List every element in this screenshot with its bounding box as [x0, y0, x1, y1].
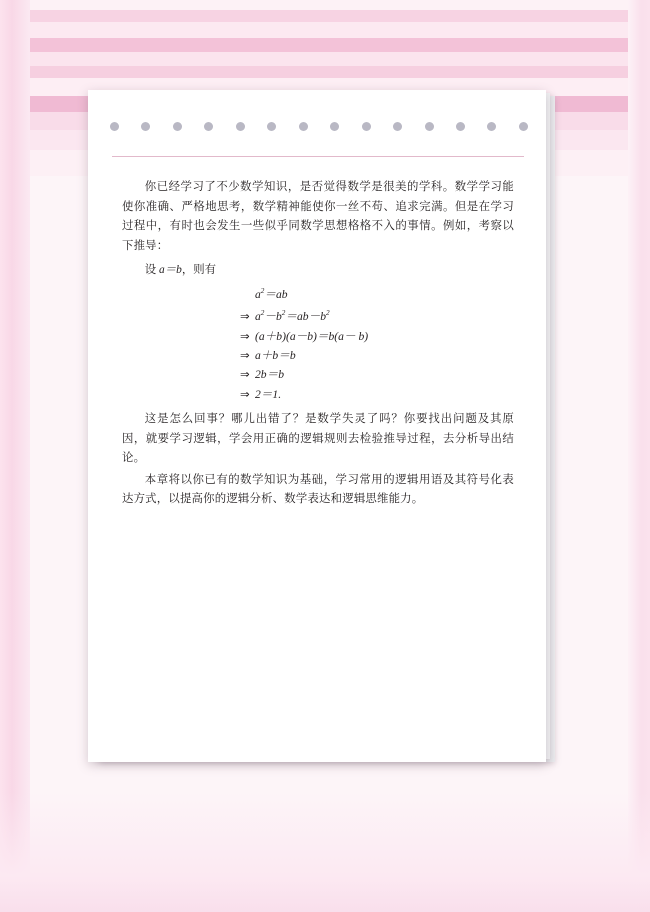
dot-icon [204, 122, 213, 131]
derivation-line [240, 365, 514, 384]
paragraph-chapter-overview: 本章将以你已有的数学知识为基础，学习常用的逻辑用语及其符号化表达方式，以提高你的逻辑分析、数学表达和逻辑思维能力。 [122, 473, 514, 506]
background-left-band [0, 0, 30, 912]
background-bottom-fade [0, 792, 650, 912]
derivation-expression: 2b＝b [255, 368, 284, 382]
set-line-prefix: 设 [144, 264, 160, 276]
dot-icon [173, 122, 182, 131]
dot-icon [110, 122, 119, 131]
derivation-line [240, 304, 514, 326]
dot-icon [487, 122, 496, 131]
derivation-arrow: ⇒ [240, 310, 250, 324]
dot-icon [393, 122, 402, 131]
derivation-arrow: ⇒ [240, 348, 250, 362]
dot-icon [299, 122, 308, 131]
derivation-expression: $a^2-b^2=ab-b^2$ [255, 309, 330, 324]
background-right-band [628, 0, 650, 912]
dot-icon [267, 122, 276, 131]
set-line-suffix: ，则有 [181, 264, 217, 276]
page-body [122, 178, 514, 512]
derivation-expression: a＋b＝b [255, 348, 296, 362]
derivation-arrow: ⇒ [240, 329, 250, 343]
derivation-arrow: ⇒ [240, 368, 250, 382]
derivation-expression: $a^2=ab$ [255, 287, 288, 301]
dot-decoration-row [110, 122, 528, 131]
derivation-block [122, 282, 514, 404]
derivation-line [240, 385, 514, 404]
document-page [88, 90, 546, 762]
dot-icon [362, 122, 371, 131]
paragraph-intro: 你已经学习了不少数学知识，是否觉得数学是很美的学科。数学学习能使你准确、严格地思考，数学精神能使你一丝不苟、追求完满。但是在学习过程中，有时也会发生一些似乎同数学思想格格不入的事情。例如，考察以下推导： [122, 181, 514, 252]
derivation-expression: (a＋b)(a－b)＝b(a－ b) [255, 329, 369, 343]
dot-icon [425, 122, 434, 131]
derivation-line [240, 282, 514, 304]
paragraph-question: 这是怎么回事？哪儿出错了？是数学失灵了吗？你要找出问题及其原因，就要学习逻辑，学会用正确的逻辑规则去检验推导过程，去分析导出结论。 [122, 413, 514, 465]
set-line [122, 260, 514, 280]
derivation-line [240, 346, 514, 365]
dot-icon [456, 122, 465, 131]
derivation-line [240, 327, 514, 346]
dot-icon [236, 122, 245, 131]
dot-icon [330, 122, 339, 131]
header-divider [112, 156, 524, 157]
dot-icon [141, 122, 150, 131]
set-line-equation: a＝b [159, 264, 182, 276]
derivation-arrow: ⇒ [240, 387, 250, 401]
dot-icon [519, 122, 528, 131]
derivation-expression: 2＝1. [255, 387, 282, 401]
